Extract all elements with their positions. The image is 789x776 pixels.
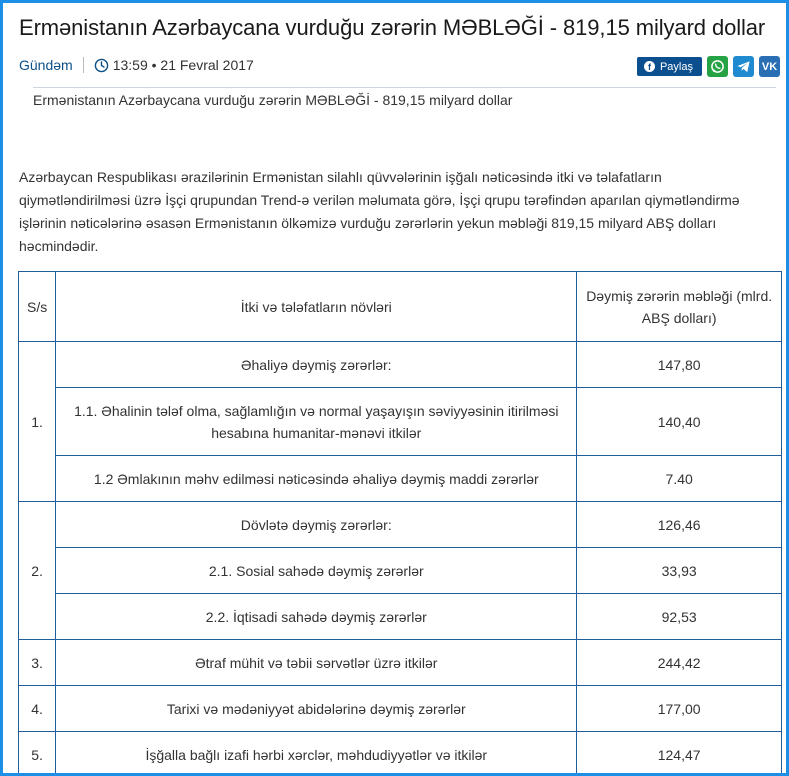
whatsapp-icon [710,59,725,74]
row-label: 1.2 Əmlakının məhv edilməsi nəticəsində əhaliyə dəymiş maddi zərərlər [56,456,577,502]
vk-share-button[interactable] [759,56,780,77]
article-meta [19,57,254,73]
row-value: 244,42 [577,640,782,686]
row-label: İşğalla bağlı izafi hərbi xərclər, məhdudiyyətlər və itkilər [56,732,577,776]
table-row [19,456,782,502]
table-row [19,594,782,640]
row-value: 140,40 [577,388,782,456]
table-header-row [19,272,782,342]
telegram-icon [736,59,751,74]
table-row [19,640,782,686]
clock-icon [94,58,109,73]
header-divider [33,87,776,88]
category-link[interactable]: Gündəm [19,57,73,73]
facebook-icon: f [644,61,655,72]
table-row [19,502,782,548]
meta-divider [83,57,84,73]
row-value: 126,46 [577,502,782,548]
row-number: 4. [19,686,56,732]
row-label: 2.2. İqtisadi sahədə dəymiş zərərlər [56,594,577,640]
row-value: 92,53 [577,594,782,640]
row-value: 124,47 [577,732,782,776]
telegram-share-button[interactable] [733,56,754,77]
table-row [19,342,782,388]
row-label: Dövlətə dəymiş zərərlər: [56,502,577,548]
row-label: Əhaliyə dəymiş zərərlər: [56,342,577,388]
article-datetime: 13:59 • 21 Fevral 2017 [112,57,254,73]
row-label: 1.1. Əhalinin tələf olma, sağlamlığın və normal yaşayışın səviyyəsinin itirilməsi hesabına humanitar-mənəvi itkilər [56,388,577,456]
header-amount: Dəymiş zərərin məbləği (mlrd. ABŞ dolları) [577,272,782,342]
article-paragraph: Azərbaycan Respublikası ərazilərinin Ermənistan silahlı qüvvələrinin işğalı nəticəsində itki və təlafatların qiymətləndirilməsi üzrə İşçi qrupundan Trend-ə verilən məlumata görə, İşçi qrupu tərəfindən aparılan qiymətləndirmə işlərinin nəticələrinə əsasən Ermənistanın ölkəmizə vurduğu zərərlərin yekun məbləği 819,15 milyard ABŞ dolları həcmindədir. [19,169,740,254]
row-value: 177,00 [577,686,782,732]
table-row [19,548,782,594]
row-number: 1. [19,342,56,502]
row-label: Tarixi və mədəniyyət abidələrinə dəymiş zərərlər [56,686,577,732]
row-value: 33,93 [577,548,782,594]
share-label: Paylaş [659,60,693,73]
row-value: 147,80 [577,342,782,388]
row-value: 7.40 [577,456,782,502]
table-row [19,388,782,456]
row-label: 2.1. Sosial sahədə dəymiş zərərlər [56,548,577,594]
article-lead: Ermənistanın Azərbaycana vurduğu zərərin MƏBLƏĞİ - 819,15 milyard dollar [33,92,513,108]
header-type: İtki və tələfatların növləri [56,272,577,342]
vk-icon: VK [761,60,778,73]
facebook-share-button[interactable] [637,57,702,76]
article-title: Ermənistanın Azərbaycana vurduğu zərərin MƏBLƏĞİ - 819,15 milyard dollar [19,15,766,40]
row-number: 5. [19,732,56,776]
table-row [19,732,782,776]
table-row [19,686,782,732]
row-label: Ətraf mühit və təbii sərvətlər üzrə itkilər [56,640,577,686]
header-sn: S/s [19,272,56,342]
share-bar [637,56,780,77]
row-number: 3. [19,640,56,686]
whatsapp-share-button[interactable] [707,56,728,77]
damage-table [18,271,782,776]
row-number: 2. [19,502,56,640]
